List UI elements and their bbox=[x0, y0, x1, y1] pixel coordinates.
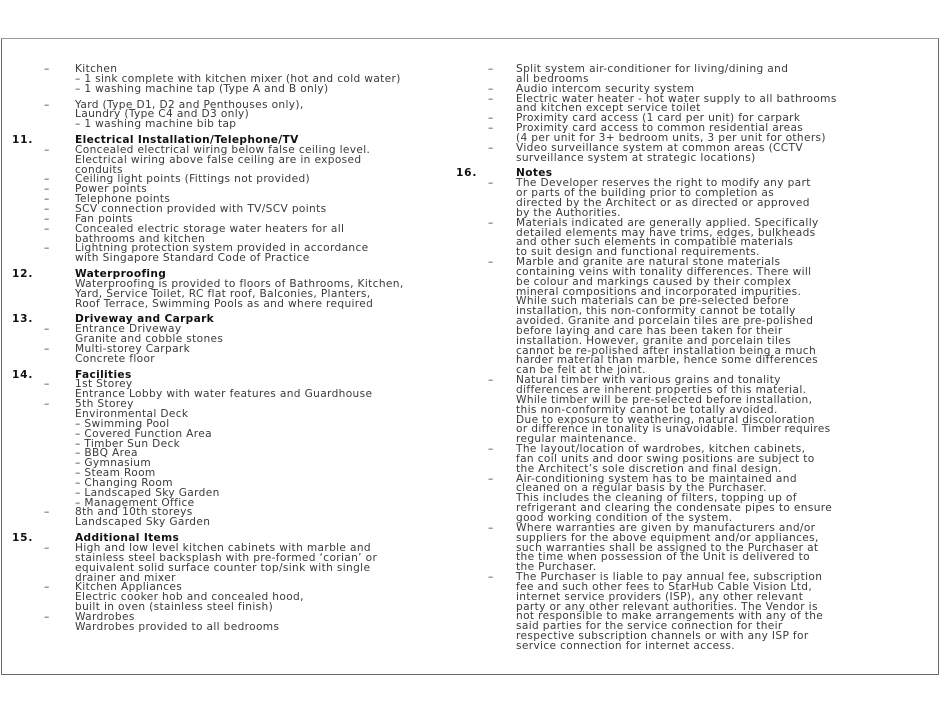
list-item bbox=[2, 65, 472, 95]
list-item-line bbox=[2, 469, 472, 479]
list-item-line bbox=[2, 352, 472, 365]
list-item-text: by the Authorities. bbox=[516, 206, 621, 219]
list-item-text: Split system air-conditioner for living/dining and bbox=[516, 63, 789, 75]
list-item-line bbox=[2, 427, 472, 440]
list-item-line bbox=[2, 417, 472, 430]
list-item bbox=[2, 277, 472, 310]
list-item-text: built in oven (stainless steel finish) bbox=[75, 601, 274, 614]
list-item-line bbox=[2, 390, 472, 400]
list-item-text: respective subscription channels or with any ISP for bbox=[516, 630, 809, 643]
section-number: 14. bbox=[12, 368, 34, 381]
list-item-line bbox=[2, 508, 472, 518]
list-item-line bbox=[2, 449, 472, 459]
section-title: Additional Items bbox=[75, 532, 180, 545]
list-item-text: service connection for internet access. bbox=[516, 639, 735, 652]
list-item-text: The layout/location of wardrobes, kitchen cabinets, bbox=[516, 443, 806, 456]
list-item-text: or parts of the building prior to completion as bbox=[516, 187, 775, 200]
list-item-text: Materials indicated are generally applied. Specifically bbox=[516, 216, 819, 229]
list-item-line bbox=[448, 151, 918, 164]
list-item bbox=[448, 521, 918, 574]
list-item-text: and kitchen except service toilet bbox=[516, 102, 701, 115]
list-item-text: Entrance Driveway bbox=[75, 323, 182, 336]
list-item-text: This includes the cleaning of filters, topping up of bbox=[516, 492, 797, 505]
list-item-text: – Gymnasium bbox=[75, 457, 152, 470]
dash-bullet-icon: – bbox=[44, 193, 50, 206]
list-item-text: conduits bbox=[75, 163, 123, 176]
dash-bullet-icon: – bbox=[488, 256, 494, 269]
list-item-text: refrigerant and clearing the condensate pipes to ensure bbox=[516, 502, 833, 515]
dash-bullet-icon: – bbox=[488, 92, 494, 105]
list-item-text: Lightning protection system provided in accordance bbox=[75, 242, 369, 255]
list-item-text: Due to exposure to weathering, natural discoloration bbox=[516, 413, 815, 426]
section-title: Waterproofing bbox=[75, 268, 167, 281]
list-item-text: – 1 sink complete with kitchen mixer (hot and cold water) bbox=[75, 72, 401, 85]
list-item-line bbox=[2, 325, 472, 335]
dash-bullet-icon: – bbox=[44, 173, 50, 186]
list-item-text: While timber will be pre-selected before installation, bbox=[516, 393, 813, 406]
section-heading-line bbox=[2, 315, 472, 325]
list-item-text: Environmental Deck bbox=[75, 408, 189, 420]
dash-bullet-icon: – bbox=[44, 98, 50, 111]
list-item-line bbox=[2, 202, 472, 215]
list-item bbox=[2, 143, 472, 176]
dash-bullet-icon: – bbox=[44, 581, 50, 594]
list-item bbox=[2, 98, 472, 131]
section-heading-line bbox=[2, 368, 472, 381]
dash-bullet-icon: – bbox=[488, 122, 494, 135]
list-item-text: Power points bbox=[75, 183, 148, 196]
list-item-line bbox=[2, 335, 472, 345]
list-item-text: High and low level kitchen cabinets with marble and bbox=[75, 541, 371, 554]
dash-bullet-icon: – bbox=[44, 610, 50, 623]
list-item-text: containing veins with tonality differences. There will bbox=[516, 265, 812, 278]
list-item-line bbox=[2, 400, 472, 410]
dash-bullet-icon: – bbox=[44, 212, 50, 225]
list-item-line bbox=[2, 603, 472, 613]
list-item-text: detailed elements may have trims, edges, bulkheads bbox=[516, 226, 816, 239]
list-item-line bbox=[2, 486, 472, 499]
list-item-line bbox=[2, 459, 472, 469]
dash-bullet-icon: – bbox=[488, 112, 494, 125]
list-item-text: Video surveillance system at common areas (CCTV bbox=[516, 141, 803, 154]
section-number: 16. bbox=[456, 167, 478, 180]
list-item-line bbox=[2, 222, 472, 235]
list-item-line bbox=[2, 342, 472, 355]
dash-bullet-icon: – bbox=[44, 242, 50, 255]
list-item-text: mineral compositions and incorporated impurities. bbox=[516, 285, 802, 298]
list-item-text: the Architect’s sole discretion and final design. bbox=[516, 462, 782, 475]
dash-bullet-icon: – bbox=[488, 141, 494, 154]
list-item-line bbox=[2, 254, 472, 264]
list-item bbox=[2, 583, 472, 613]
list-item-text: the Purchaser. bbox=[516, 561, 597, 574]
dash-bullet-icon: – bbox=[488, 216, 494, 229]
list-item-text: 5th Storey bbox=[75, 398, 134, 411]
list-item-text: – 1 washing machine tap (Type A and B only) bbox=[75, 82, 329, 95]
list-item bbox=[448, 216, 918, 259]
list-item-text: Natural timber with various grains and tonality bbox=[516, 374, 781, 387]
list-item-text: directed by the Architect or as directed or approved bbox=[516, 196, 810, 209]
section-title: Facilities bbox=[75, 368, 132, 381]
list-item-text: Concealed electrical wiring below false ceiling level. bbox=[75, 143, 371, 156]
list-item-text: Proximity card access to common residential areas bbox=[516, 122, 804, 135]
section-heading bbox=[2, 368, 472, 381]
list-item-line bbox=[2, 297, 472, 310]
list-item-text: Electric cooker hob and concealed hood, bbox=[75, 591, 304, 604]
list-item-text: Laundry (Type C4 and D3 only) bbox=[75, 108, 250, 121]
list-item-text: Telephone points bbox=[75, 193, 171, 206]
section-heading bbox=[2, 315, 472, 325]
list-item-text: regular maintenance. bbox=[516, 433, 638, 446]
document-page bbox=[1, 38, 939, 675]
list-item bbox=[448, 141, 918, 164]
list-item bbox=[448, 179, 918, 218]
list-item-text: The Developer reserves the right to modify any part bbox=[516, 177, 811, 190]
list-item-text: fee and such other fees to StarHub Cable Vision Ltd, bbox=[516, 580, 813, 593]
list-item-line bbox=[2, 153, 472, 166]
list-item-text: Kitchen bbox=[75, 63, 118, 75]
dash-bullet-icon: – bbox=[488, 82, 494, 95]
list-item-text: – Management Office bbox=[75, 496, 195, 509]
list-item-text: to suit design and functional requirements. bbox=[516, 246, 760, 259]
list-item-text: bathrooms and kitchen bbox=[75, 232, 206, 245]
section-number: 15. bbox=[12, 532, 34, 545]
list-item-text: stainless steel backsplash with pre-formed ‘corian’ or bbox=[75, 551, 378, 564]
list-item-text: SCV connection provided with TV/SCV points bbox=[75, 202, 327, 215]
list-item-line bbox=[2, 410, 472, 420]
list-item-text: avoided. Granite and porcelain tiles are pre-polished bbox=[516, 315, 814, 328]
dash-bullet-icon: – bbox=[488, 443, 494, 456]
list-item-text: installation, this non-conformity cannot be totally bbox=[516, 305, 796, 318]
list-item-text: Waterproofing is provided to floors of Bathrooms, Kitchen, bbox=[75, 277, 404, 290]
list-item-text: Wardrobes bbox=[75, 610, 135, 623]
list-item-text: (4 per unit for 3+ bedroom units, 3 per unit for others) bbox=[516, 131, 826, 144]
list-item bbox=[448, 376, 918, 445]
list-item-text: installation. However, granite and porcelain tiles bbox=[516, 334, 792, 347]
list-item bbox=[2, 175, 472, 185]
section-number: 11. bbox=[12, 134, 34, 147]
list-item-text: good working condition of the system. bbox=[516, 511, 733, 524]
list-item-text: Proximity card access (1 card per unit) for carpark bbox=[516, 112, 801, 125]
list-item-text: Granite and cobble stones bbox=[75, 333, 224, 346]
list-item-text: said parties for the service connection for their bbox=[516, 620, 783, 633]
left-column bbox=[2, 65, 472, 633]
list-item-text: Wardrobes provided to all bedrooms bbox=[75, 620, 280, 633]
list-item-line bbox=[2, 476, 472, 489]
list-item bbox=[448, 445, 918, 475]
list-item-text: suppliers for the above equipment and/or appliances, bbox=[516, 531, 819, 544]
list-item-text: Multi-storey Carpark bbox=[75, 342, 191, 355]
section-title: Notes bbox=[516, 167, 553, 180]
list-item bbox=[2, 400, 472, 508]
list-item-line bbox=[2, 82, 472, 95]
list-item-text: before laying and care has been taken for their bbox=[516, 324, 783, 337]
dash-bullet-icon: – bbox=[488, 63, 494, 75]
section-title: Electrical Installation/Telephone/TV bbox=[75, 134, 299, 147]
list-item-line bbox=[2, 110, 472, 120]
list-item-text: harder material than marble, hence some differences bbox=[516, 354, 819, 367]
list-item bbox=[2, 508, 472, 528]
dash-bullet-icon: – bbox=[488, 374, 494, 387]
list-item-text: equivalent solid surface counter top/sink with single bbox=[75, 561, 371, 574]
dash-bullet-icon: – bbox=[44, 541, 50, 554]
list-item-text: all bedrooms bbox=[516, 72, 589, 85]
section-title: Driveway and Carpark bbox=[75, 313, 215, 326]
list-item-text: – Swimming Pool bbox=[75, 417, 170, 430]
dash-bullet-icon: – bbox=[44, 183, 50, 196]
list-item-text: – Steam Room bbox=[75, 467, 156, 480]
dash-bullet-icon: – bbox=[44, 202, 50, 215]
list-item-text: – Changing Room bbox=[75, 476, 173, 489]
list-item-line bbox=[2, 175, 472, 185]
list-item-text: the time when possession of the Unit is delivered to bbox=[516, 551, 810, 564]
list-item-line bbox=[2, 571, 472, 584]
dash-bullet-icon: – bbox=[44, 342, 50, 355]
dash-bullet-icon: – bbox=[44, 63, 50, 75]
list-item-text: cleaned on a regular basis by the Purchaser. bbox=[516, 482, 767, 495]
list-item-text: Electrical wiring above false ceiling are in exposed bbox=[75, 153, 362, 166]
list-item-text: drainer and mixer bbox=[75, 571, 176, 584]
list-item-text: The Purchaser is liable to pay annual fee, subscription bbox=[516, 571, 823, 584]
list-item-line bbox=[2, 620, 472, 633]
list-item-text: be colour and markings caused by their complex bbox=[516, 275, 792, 288]
list-item-text: – 1 washing machine bib tap bbox=[75, 118, 237, 131]
list-item bbox=[2, 325, 472, 345]
dash-bullet-icon: – bbox=[44, 143, 50, 156]
list-item-line bbox=[2, 518, 472, 528]
list-item-text: differences are inherent properties of this material. bbox=[516, 384, 807, 396]
list-item-text: – Landscaped Sky Garden bbox=[75, 486, 220, 499]
dash-bullet-icon: – bbox=[44, 378, 50, 391]
list-item bbox=[2, 244, 472, 264]
list-item bbox=[2, 342, 472, 365]
list-item-line bbox=[2, 185, 472, 195]
list-item-text: 8th and 10th storeys bbox=[75, 506, 193, 519]
list-item bbox=[2, 380, 472, 400]
list-item-text: Electric water heater - hot water supply to all bathrooms bbox=[516, 92, 837, 105]
dash-bullet-icon: – bbox=[488, 521, 494, 534]
list-item-text: not responsible to make arrangements with any of the bbox=[516, 610, 824, 623]
list-item bbox=[448, 472, 918, 524]
list-item bbox=[2, 202, 472, 215]
list-item-text: Landscaped Sky Garden bbox=[75, 516, 211, 529]
list-item bbox=[2, 185, 472, 195]
list-item bbox=[448, 573, 918, 652]
list-item-text: cannot be re-polished after installation being a much bbox=[516, 344, 817, 357]
list-item-text: – Covered Function Area bbox=[75, 427, 212, 440]
list-item-text: surveillance system at strategic locations) bbox=[516, 151, 756, 164]
list-item-text: Kitchen Appliances bbox=[75, 581, 183, 594]
dash-bullet-icon: – bbox=[44, 323, 50, 336]
list-item-text: Entrance Lobby with water features and Guardhouse bbox=[75, 388, 373, 401]
list-item-line bbox=[2, 561, 472, 574]
list-item-text: fan coil units and door swing positions are subject to bbox=[516, 452, 815, 465]
list-item-text: and other such elements in compatible materials bbox=[516, 236, 794, 249]
dash-bullet-icon: – bbox=[488, 571, 494, 584]
dash-bullet-icon: – bbox=[488, 472, 494, 485]
dash-bullet-icon: – bbox=[44, 222, 50, 235]
list-item-text: such warranties shall be assigned to the Purchaser at bbox=[516, 541, 819, 554]
section-number: 12. bbox=[12, 268, 34, 281]
list-item bbox=[2, 541, 472, 584]
list-item-text: Audio intercom security system bbox=[516, 82, 695, 95]
list-item-text: party or any other relevant authorities. The Vendor is bbox=[516, 600, 818, 613]
list-item-text: Fan points bbox=[75, 212, 133, 225]
list-item-text: this non-conformity cannot be totally avoided. bbox=[516, 403, 778, 416]
list-item-text: Yard (Type D1, D2 and Penthouses only), bbox=[75, 98, 304, 111]
list-item-text: – BBQ Area bbox=[75, 447, 138, 460]
list-item-text: can be felt at the joint. bbox=[516, 364, 646, 377]
list-item-text: Yard, Service Toilet, RC flat roof, Balconies, Planters, bbox=[75, 287, 371, 300]
list-item-text: While such materials can be pre-selected before bbox=[516, 295, 790, 308]
list-item bbox=[448, 258, 918, 376]
list-item-text: 1st Storey bbox=[75, 378, 133, 391]
list-item-text: internet service providers (ISP), any other relevant bbox=[516, 590, 804, 603]
dash-bullet-icon: – bbox=[44, 506, 50, 519]
list-item-line bbox=[2, 437, 472, 450]
list-item-text: Ceiling light points (Fittings not provided) bbox=[75, 173, 311, 186]
list-item-text: with Singapore Standard Code of Practice bbox=[75, 252, 310, 265]
list-item-text: Roof Terrace, Swimming Pools as and where required bbox=[75, 297, 374, 310]
list-item bbox=[2, 610, 472, 633]
list-item-text: – Timber Sun Deck bbox=[75, 437, 181, 450]
section-number: 13. bbox=[12, 313, 34, 326]
list-item-line bbox=[2, 496, 472, 509]
list-item-text: Marble and granite are natural stone materials bbox=[516, 256, 781, 269]
list-item-text: Concrete floor bbox=[75, 352, 155, 365]
list-item-line bbox=[2, 120, 472, 130]
list-item-text: Where warranties are given by manufacturers and/or bbox=[516, 521, 816, 534]
list-item-text: Concealed electric storage water heaters for all bbox=[75, 222, 345, 235]
right-column bbox=[448, 65, 918, 652]
dash-bullet-icon: – bbox=[488, 177, 494, 190]
list-item-line bbox=[448, 639, 918, 652]
dash-bullet-icon: – bbox=[44, 398, 50, 411]
list-item-text: Air-conditioning system has to be maintained and bbox=[516, 472, 797, 485]
list-item-text: or difference in tonality is unavoidable. Timber requires bbox=[516, 423, 831, 436]
